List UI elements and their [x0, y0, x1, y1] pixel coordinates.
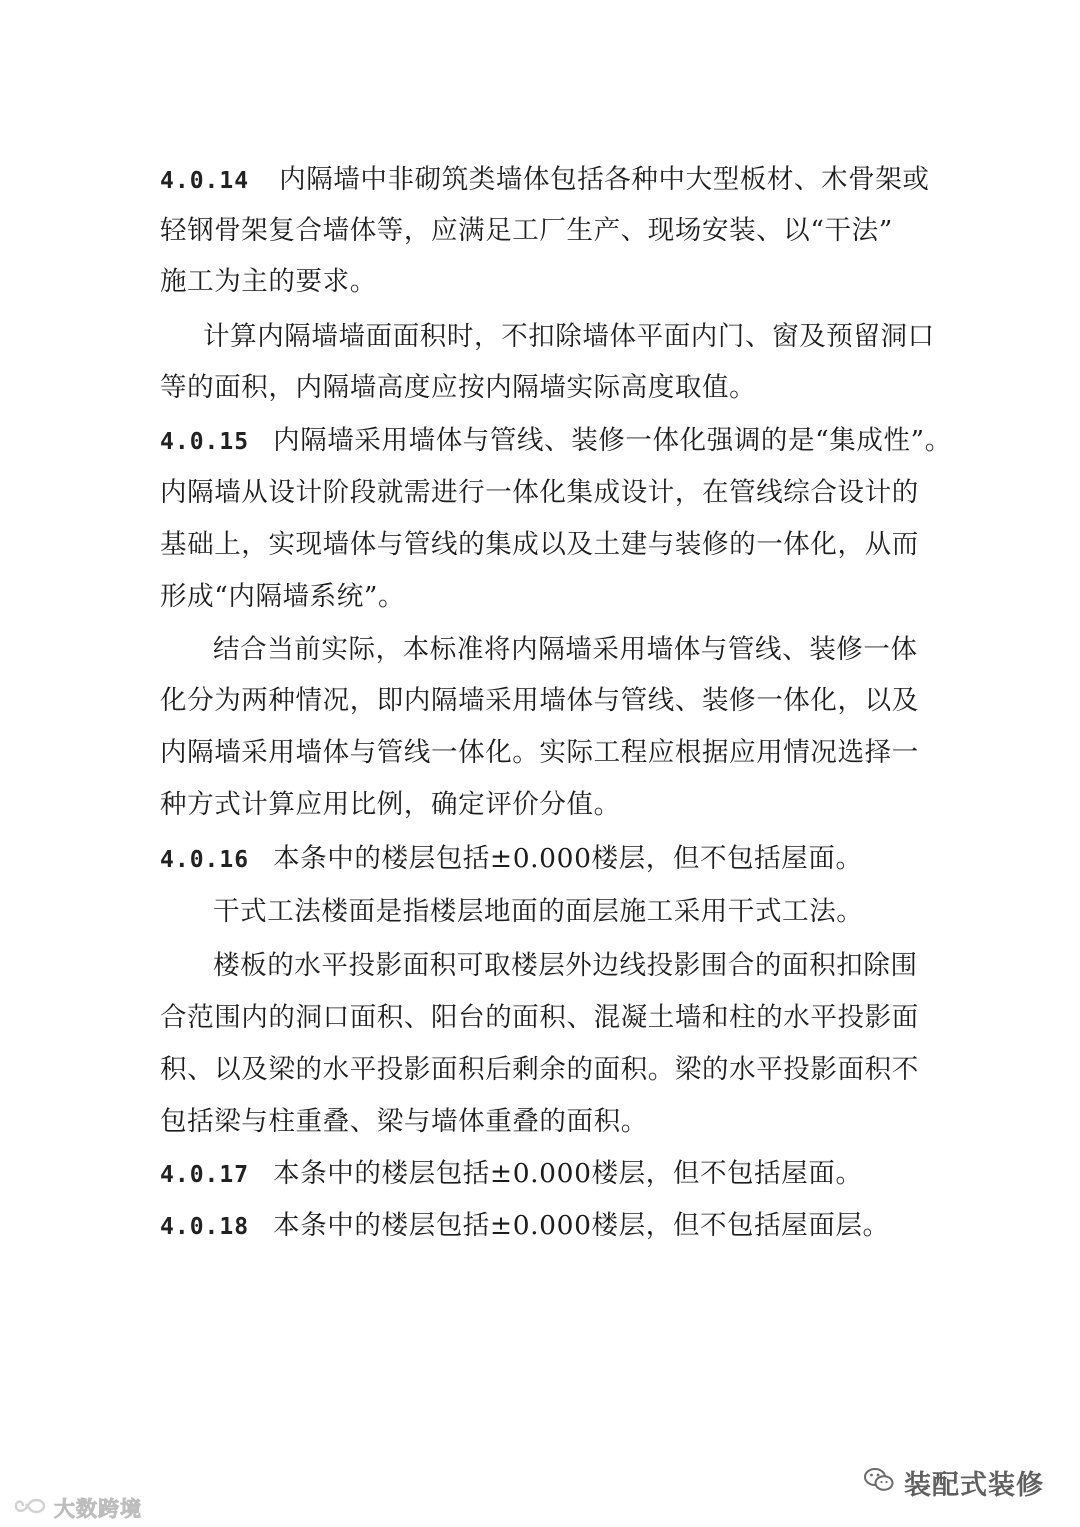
clause-number-4-0-14: 4.0.14: [160, 168, 250, 194]
section-4-0-18-line-1: [160, 1200, 890, 1252]
clause-text: 基础上，实现墙体与管线的集成以及土建与装修的一体化，从而: [160, 529, 919, 560]
section-4-0-17-line-1: [160, 1148, 863, 1200]
clause-text: 施工为主的要求。: [160, 266, 377, 297]
clause-text: 本条中的楼层包括±0.000楼层，但不包括屋面。: [273, 1158, 863, 1189]
clause-number-4-0-15: 4.0.15: [160, 429, 250, 455]
account-name: 装配式装修: [904, 1469, 1044, 1501]
paragraph-floor-area-line-1: [213, 940, 918, 992]
paragraph-wall-area-line-2: [160, 362, 756, 414]
section-4-0-16-line-1: [160, 833, 863, 885]
paragraph-floor-area-line-4: [160, 1096, 648, 1148]
paragraph-floor-area-line-3: [160, 1044, 919, 1096]
paragraph-text: 合范围内的洞口面积、阳台的面积、混凝土墙和柱的水平投影面: [160, 1002, 919, 1033]
paragraph-text: 积、以及梁的水平投影面积后剩余的面积。梁的水平投影面积不: [160, 1054, 919, 1085]
paragraph-integration-line-1: [213, 624, 918, 676]
paragraph-text: 包括梁与柱重叠、梁与墙体重叠的面积。: [160, 1106, 648, 1137]
paragraph-text: 等的面积，内隔墙高度应按内隔墙实际高度取值。: [160, 372, 757, 403]
clause-number-4-0-18: 4.0.18: [160, 1214, 250, 1240]
clause-text: 轻钢骨架复合墙体等，应满足工厂生产、现场安装、以“干法”: [160, 215, 893, 246]
paragraph-floor-area-line-2: [160, 992, 919, 1044]
clause-number-4-0-17: 4.0.17: [160, 1162, 250, 1188]
section-4-0-14-line-3: [160, 256, 377, 308]
section-4-0-15-line-4: [160, 571, 405, 623]
account-watermark: [864, 1460, 1044, 1504]
paragraph-integration-line-3: [160, 727, 919, 779]
clause-text: 形成“内隔墙系统”。: [160, 581, 406, 612]
paragraph-text: 结合当前实际，本标准将内隔墙采用墙体与管线、装修一体: [213, 634, 918, 665]
section-4-0-15-line-1: [160, 415, 952, 467]
clause-text: 内隔墙从设计阶段就需进行一体化集成设计，在管线综合设计的: [160, 477, 919, 508]
clause-text: 内隔墙中非砌筑类墙体包括各种中大型板材、木骨架或: [279, 164, 930, 195]
section-4-0-14-line-1: [160, 154, 930, 206]
paragraph-text: 内隔墙采用墙体与管线一体化。实际工程应根据应用情况选择一: [160, 737, 919, 768]
source-watermark: [14, 1493, 142, 1523]
infinity-logo-icon: [14, 1496, 48, 1520]
paragraph-dry-floor-line-1: [213, 886, 863, 938]
source-label: 大数跨境: [54, 1497, 142, 1521]
paragraph-integration-line-4: [160, 779, 621, 831]
section-4-0-15-line-2: [160, 467, 919, 519]
paragraph-integration-line-2: [160, 675, 919, 727]
paragraph-text: 计算内隔墙墙面面积时，不扣除墙体平面内门、窗及预留洞口: [203, 321, 935, 352]
wechat-icon: [864, 1467, 894, 1497]
clause-text: 内隔墙采用墙体与管线、装修一体化强调的是“集成性”。: [273, 425, 952, 456]
section-4-0-14-line-2: [160, 205, 893, 257]
clause-number-4-0-16: 4.0.16: [160, 847, 250, 873]
paragraph-wall-area-line-1: [203, 311, 935, 363]
paragraph-text: 种方式计算应用比例，确定评价分值。: [160, 789, 621, 820]
paragraph-text: 化分为两种情况，即内隔墙采用墙体与管线、装修一体化，以及: [160, 685, 919, 716]
paragraph-text: 楼板的水平投影面积可取楼层外边线投影围合的面积扣除围: [213, 950, 918, 981]
clause-text: 本条中的楼层包括±0.000楼层，但不包括屋面。: [273, 843, 863, 874]
section-4-0-15-line-3: [160, 519, 919, 571]
paragraph-text: 干式工法楼面是指楼层地面的面层施工采用干式工法。: [213, 896, 864, 927]
clause-text: 本条中的楼层包括±0.000楼层，但不包括屋面层。: [273, 1210, 890, 1241]
